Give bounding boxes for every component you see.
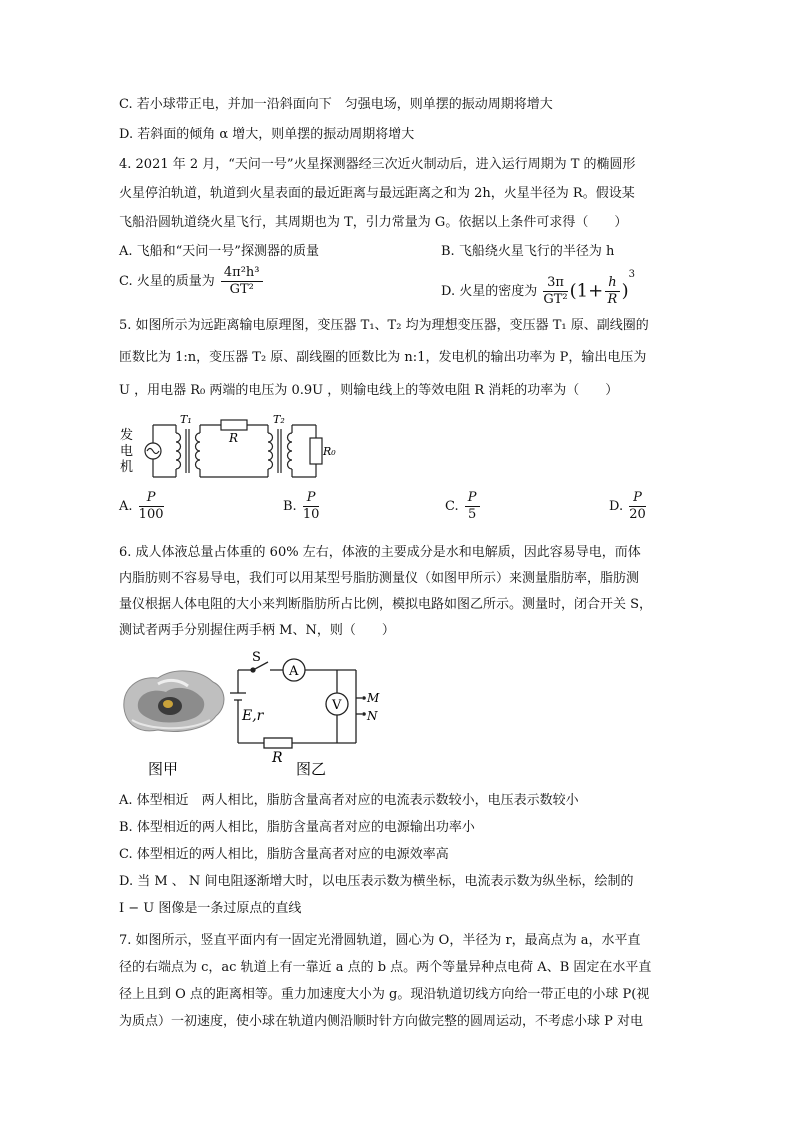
q5-option-b bbox=[283, 490, 321, 523]
handle-m-label: M bbox=[367, 691, 380, 705]
q4-option-d: D. 火星的密度为 $\frac{3\pi}{\text{GT²}}$ (1+ $\frac{h}{R}$ )$^3$ bbox=[441, 269, 635, 307]
q6-option-d-line1: D. 当 M 、 N 间电阻逐渐增大时，以电压表示数为横坐标，电流表示数为纵坐标，绘制的 bbox=[119, 874, 634, 889]
generator-label-2: 电 bbox=[120, 444, 134, 459]
r0-label: R₀ bbox=[323, 445, 336, 458]
figure-yi-caption: 图乙 bbox=[296, 760, 327, 778]
fraction-denominator: GT² bbox=[543, 292, 568, 307]
t1-label: T₁ bbox=[180, 415, 192, 426]
q4-option-d-ratio bbox=[605, 275, 619, 308]
q4-stem-line1: 4. 2021 年 2 月，“天问一号”火星探测器经三次近火制动后，进入运行周期为 T 的椭圆形 bbox=[119, 157, 636, 172]
option-label: B. bbox=[283, 499, 297, 514]
switch-s-label: S bbox=[252, 650, 261, 665]
q4-option-c bbox=[119, 265, 265, 298]
q6-figures bbox=[118, 648, 398, 783]
q5-stem-line3: U ，用电器 R₀ 两端的电压为 0.9U ，则输电线上的等效电阻 R 消耗的功率为（ ） bbox=[119, 383, 619, 398]
q6-stem-line3: 量仪根据人体电阻的大小来判断脂肪所占比例，模拟电路如图乙所示。测量时，闭合开关 S， bbox=[119, 597, 653, 612]
q5-circuit-figure bbox=[118, 415, 348, 485]
q7-stem-line4: 为质点）一初速度，使小球在轨道内侧沿顺时针方向做完整的圆周运动，不考虑小球 P 对电 bbox=[119, 1014, 644, 1029]
fraction-numerator: P bbox=[629, 490, 646, 507]
generator-label-3: 机 bbox=[120, 460, 134, 475]
fraction-numerator: 4π²h³ bbox=[221, 265, 263, 282]
fraction-numerator: P bbox=[303, 490, 320, 507]
option-label: A. bbox=[119, 499, 133, 514]
q6-option-c: C. 体型相近的两人相比，脂肪含量高者对应的电源效率高 bbox=[119, 847, 449, 862]
q4-option-d-fraction bbox=[543, 275, 567, 308]
q6-stem-line1: 6. 成人体液总量占体重的 60% 左右，体液的主要成分是水和电解质，因此容易导电，而体 bbox=[119, 545, 641, 560]
fraction-denominator: 10 bbox=[302, 507, 320, 522]
q4-option-c-fraction bbox=[221, 265, 263, 298]
figure-jia-caption: 图甲 bbox=[148, 760, 179, 778]
q5-stem-line1: 5. 如图所示为远距离输电原理图，变压器 T₁、T₂ 均为理想变压器，变压器 T₁ 原、副线圈的 bbox=[119, 318, 649, 333]
q6-option-a: A. 体型相近 两人相比，脂肪含量高者对应的电流表示数较小，电压表示数较小 bbox=[119, 793, 579, 808]
q5-stem-line2: 匝数比为 1:n，变压器 T₂ 原、副线圈的匝数比为 n:1，发电机的输出功率为 P，输出电压为 bbox=[119, 350, 647, 365]
q4-option-b: B. 飞船绕火星飞行的半径为 h bbox=[441, 244, 615, 259]
q4-stem-line3: 飞船沿圆轨道绕火星飞行，其周期也为 T，引力常量为 G。依据以上条件可求得（ ） bbox=[119, 215, 628, 230]
emf-label: E,r bbox=[242, 708, 264, 724]
fat-meter-image bbox=[124, 671, 224, 732]
resistor-r-label: R bbox=[272, 750, 283, 766]
fraction-numerator: 3π bbox=[543, 275, 567, 292]
fraction-numerator: P bbox=[465, 490, 480, 507]
q4-stem-line2: 火星停泊轨道，轨道到火星表面的最近距离与最远距离之和为 2h，火星半径为 R。假设某 bbox=[119, 186, 635, 201]
q3-option-c: C. 若小球带正电，并加一沿斜面向下 匀强电场，则单摆的振动周期将增大 bbox=[119, 97, 553, 112]
q4-option-d-prefix: D. 火星的密度为 bbox=[441, 284, 538, 299]
ammeter-label: A bbox=[289, 664, 299, 679]
q6-option-b: B. 体型相近的两人相比，脂肪含量高者对应的电源输出功率小 bbox=[119, 820, 475, 835]
q5-option-c bbox=[445, 490, 482, 523]
q7-stem-line3: 径上且到 O 点的距离相等。重力加速度大小为 g。现沿轨道切线方向给一带正电的小球 P(视 bbox=[119, 987, 650, 1002]
r-label: R bbox=[229, 431, 239, 445]
fraction-numerator: P bbox=[139, 490, 164, 507]
q5-option-a bbox=[119, 490, 166, 523]
option-label: D. bbox=[609, 499, 624, 514]
q4-option-c-prefix: C. 火星的质量为 bbox=[119, 274, 215, 289]
q7-stem-line1: 7. 如图所示，竖直平面内有一固定光滑圆轨道，圆心为 O，半径为 r，最高点为 a，水平直 bbox=[119, 933, 641, 948]
option-label: C. bbox=[445, 499, 459, 514]
voltmeter-label: V bbox=[332, 698, 342, 713]
t2-label: T₂ bbox=[273, 415, 285, 426]
generator-label-1: 发 bbox=[120, 428, 134, 443]
handle-n-label: N bbox=[367, 709, 378, 723]
q6-option-d-line2: I − U 图像是一条过原点的直线 bbox=[119, 901, 302, 916]
q4-option-a: A. 飞船和“天问一号”探测器的质量 bbox=[119, 244, 319, 259]
q6-stem-line4: 测试者两手分别握住两手柄 M、N，则（ ） bbox=[119, 623, 395, 638]
fraction-numerator: h bbox=[605, 275, 619, 292]
fraction-denominator: R bbox=[607, 292, 618, 307]
q3-option-d: D. 若斜面的倾角 α 增大，则单摆的振动周期将增大 bbox=[119, 127, 415, 142]
fraction-denominator: 20 bbox=[629, 507, 646, 522]
fraction-denominator: GT² bbox=[229, 282, 254, 297]
fraction-denominator: 5 bbox=[468, 507, 477, 522]
q7-stem-line2: 径的右端点为 c，ac 轨道上有一靠近 a 点的 b 点。两个等量异种点电荷 A、B 固定在水平直 bbox=[119, 960, 652, 975]
fraction-denominator: 100 bbox=[138, 507, 164, 522]
q6-stem-line2: 内脂肪则不容易导电，我们可以用某型号脂肪测量仪（如图甲所示）来测量脂肪率，脂肪测 bbox=[119, 571, 640, 586]
q5-option-d bbox=[609, 490, 648, 523]
